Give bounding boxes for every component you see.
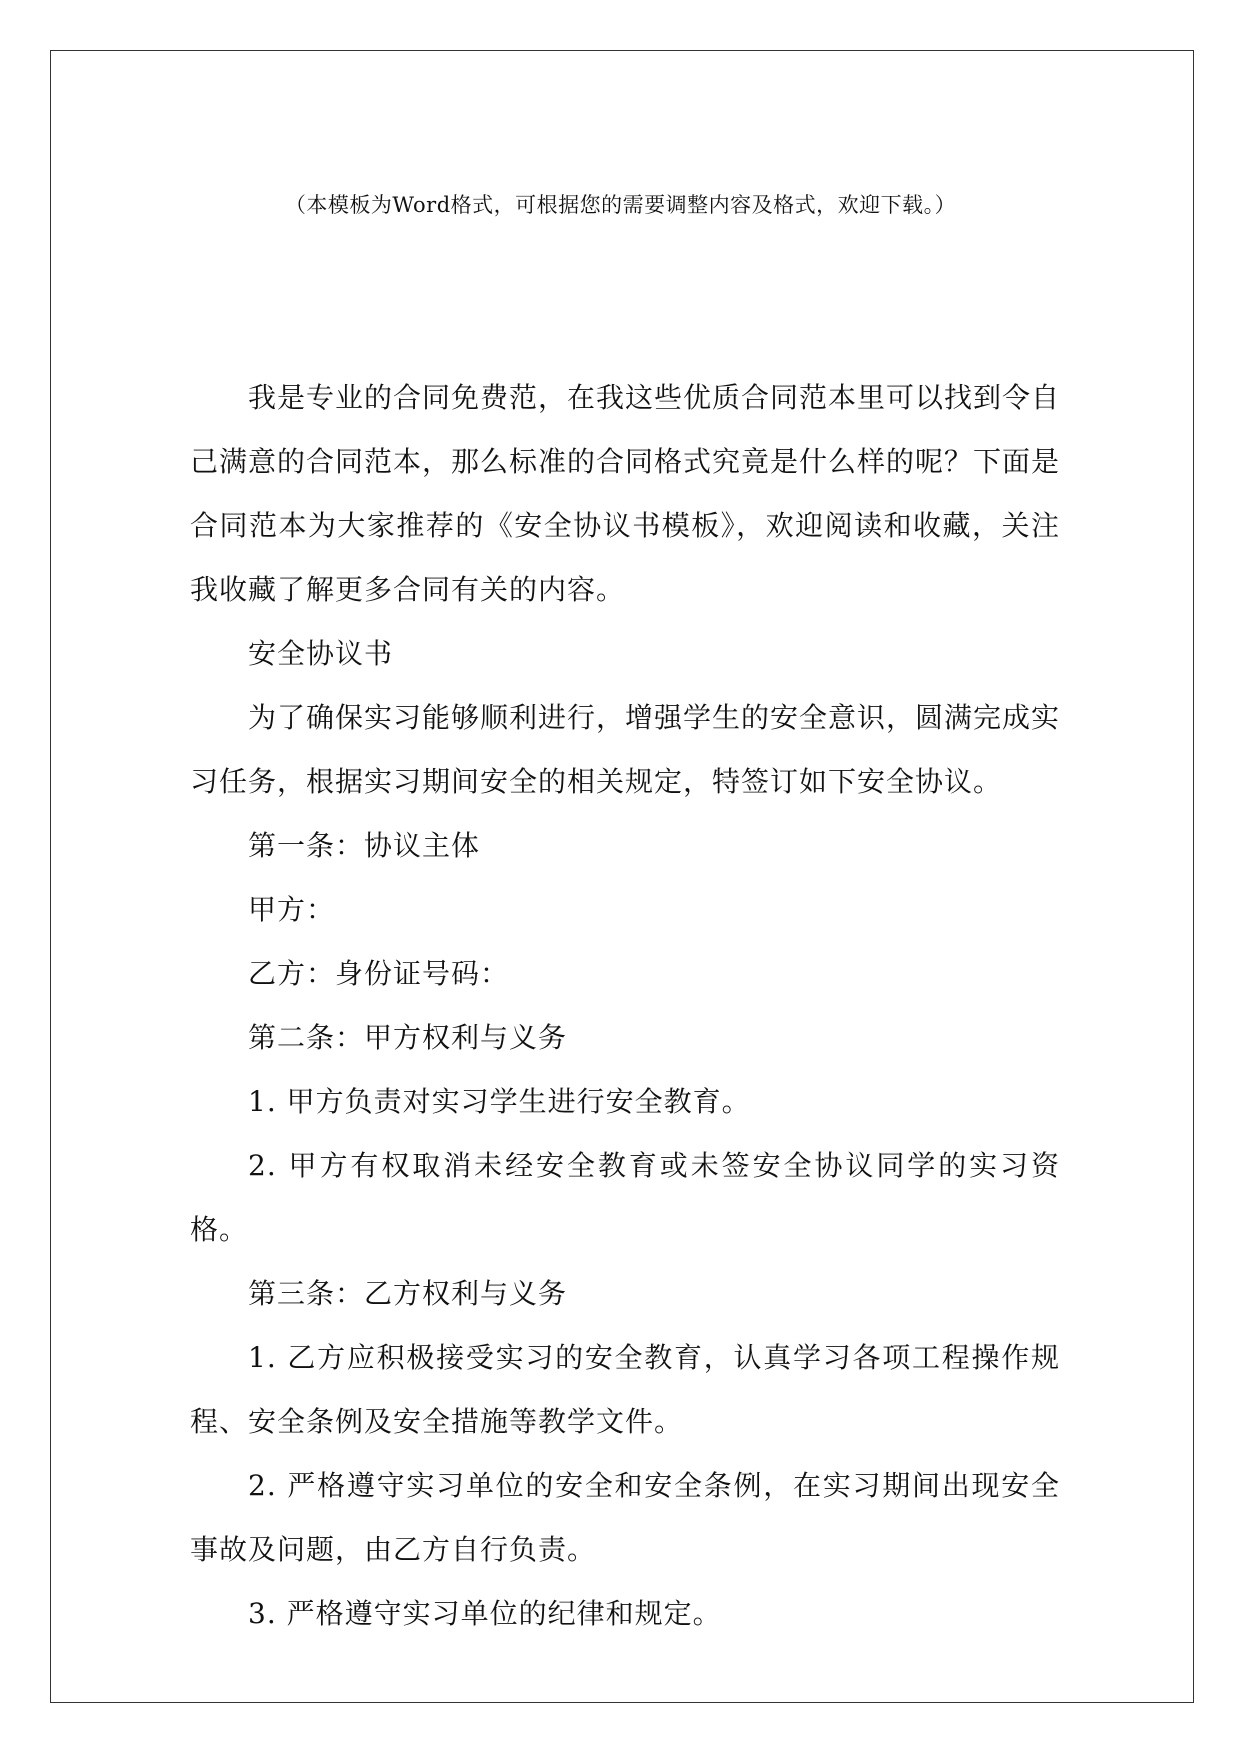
article-2-item-1: 1. 甲方负责对实习学生进行安全教育。 <box>248 1085 751 1118</box>
document-body <box>190 366 1060 1646</box>
article-3-item-2: 2. 严格遵守实习单位的安全和安全条例，在实习期间出现安全事故及问题，由乙方自行负责。 <box>190 1469 1060 1566</box>
party-b-line: 乙方：身份证号码： <box>248 957 510 990</box>
article-3-item-1: 1. 乙方应积极接受实习的安全教育，认真学习各项工程操作规程、安全条例及安全措施等教学文件。 <box>190 1341 1060 1438</box>
article-2-heading: 第二条：甲方权利与义务 <box>248 1021 568 1054</box>
document-title: 安全协议书 <box>248 637 394 670</box>
article-3-item-3: 3. 严格遵守实习单位的纪律和规定。 <box>248 1597 722 1630</box>
article-2-item-2: 2. 甲方有权取消未经安全教育或未签安全协议同学的实习资格。 <box>190 1149 1060 1246</box>
preamble-paragraph: 为了确保实习能够顺利进行，增强学生的安全意识，圆满完成实习任务，根据实习期间安全的相关规定，特签订如下安全协议。 <box>190 701 1061 798</box>
intro-paragraph: 我是专业的合同免费范，在我这些优质合同范本里可以找到令自己满意的合同范本，那么标准的合同格式究竟是什么样的呢？下面是合同范本为大家推荐的《安全协议书模板》，欢迎阅读和收藏，关注我收藏了解更多合同有关的内容。 <box>190 381 1061 606</box>
article-1-heading: 第一条：协议主体 <box>248 829 481 862</box>
party-a-line: 甲方： <box>248 893 336 926</box>
article-3-heading: 第三条：乙方权利与义务 <box>248 1277 568 1310</box>
template-note: （本模板为Word格式，可根据您的需要调整内容及格式，欢迎下载。） <box>284 193 957 217</box>
